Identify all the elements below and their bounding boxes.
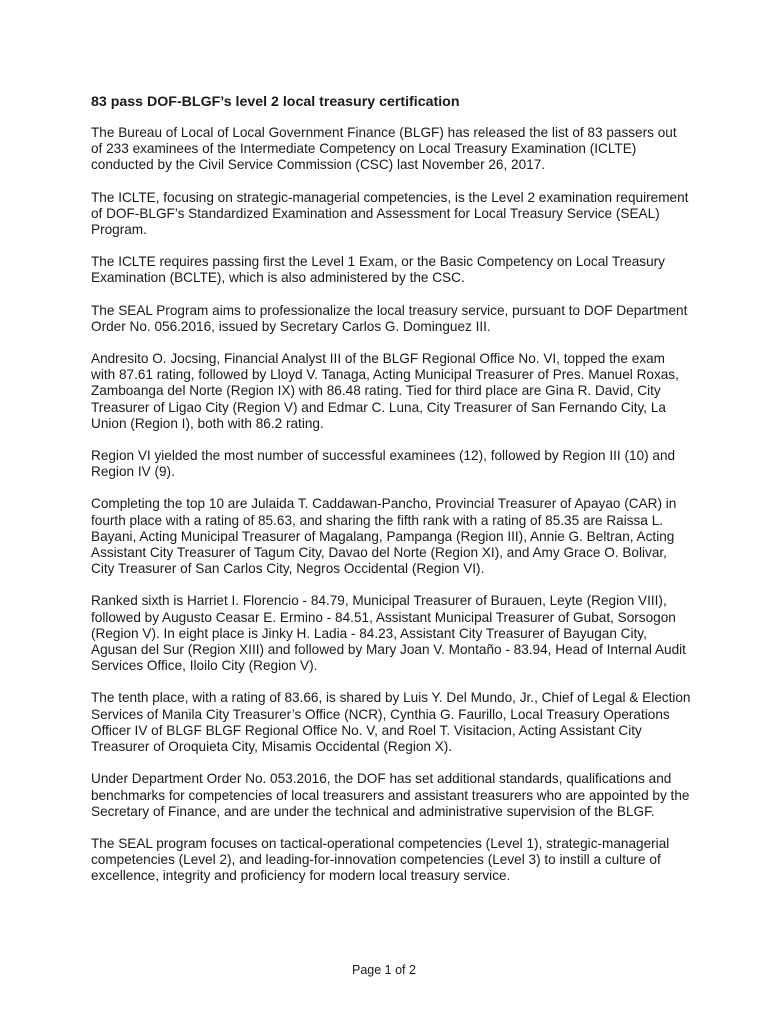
paragraph-2: The ICLTE, focusing on strategic-managerial competencies, is the Level 2 examination requirement of DOF-BLGF’s Standardized Examination and Assessment for Local Treasury Service (SEAL) Program.	[91, 189, 689, 238]
paragraph-8: Ranked sixth is Harriet I. Florencio - 84.79, Municipal Treasurer of Burauen, Leyte (Region VIII), followed by Augusto Ceasar E. Ermino - 84.51, Assistant Municipal Treasurer of Gubat, Sorsogon (Region V). In eight place is Jinky H. Ladia - 84.23, Assistant City Treasurer of Bayugan City, Agusan del Sur (Region XIII) and followed by Mary Joan V. Montaño - 83.94, Head of Internal Audit Services Office, Iloilo City (Region V).	[91, 593, 686, 674]
paragraph-11: The SEAL program focuses on tactical-operational competencies (Level 1), strategic-managerial competencies (Level 2), and leading-for-innovation competencies (Level 3) to instill a culture of excellence, integrity and proficiency for modern local treasury service.	[91, 835, 670, 884]
paragraph-6: Region VI yielded the most number of successful examinees (12), followed by Region III (10) and Region IV (9).	[91, 448, 676, 480]
paragraph-3: The ICLTE requires passing first the Level 1 Exam, or the Basic Competency on Local Treasury Examination (BCLTE), which is also administered by the CSC.	[91, 254, 665, 286]
paragraph-5: Andresito O. Jocsing, Financial Analyst III of the BLGF Regional Office No. VI, topped the exam with 87.61 rating, followed by Lloyd V. Tanaga, Acting Municipal Treasurer of Pres. Manuel Roxas, Zamboanga del Norte (Region IX) with 86.48 rating. Tied for third place are Gina R. David, City Treasurer of Ligao City (Region V) and Edmar C. Luna, City Treasurer of San Fernando City, La Union (Region I), both with 86.2 rating.	[91, 351, 679, 431]
paragraph-1: The Bureau of Local of Local Government Finance (BLGF) has released the list of 83 passers out of 233 examinees of the Intermediate Competency on Local Treasury Examination (ICLTE) conducted by the Civil Service Commission (CSC) last November 26, 2017.	[91, 125, 677, 173]
document-title: 83 pass DOF-BLGF’s level 2 local treasury certification	[91, 94, 460, 110]
paragraph-4: The SEAL Program aims to professionalize the local treasury service, pursuant to DOF Department Order No. 056.2016, issued by Secretary Carlos G. Dominguez III.	[91, 302, 688, 334]
paragraph-7: Completing the top 10 are Julaida T. Caddawan-Pancho, Provincial Treasurer of Apayao (CAR) in fourth place with a rating of 85.63, and sharing the fifth rank with a rating of 85.35 are Raissa L. Bayani, Acting Municipal Treasurer of Magalang, Pampanga (Region III), Annie G. Beltran, Acting Assistant City Treasurer of Tagum City, Davao del Norte (Region XI), and Amy Grace O. Bolivar, City Treasurer of San Carlos City, Negros Occidental (Region VI).	[91, 496, 677, 577]
document-body	[91, 94, 691, 901]
page-number: Page 1 of 2	[352, 963, 416, 977]
paragraph-9: The tenth place, with a rating of 83.66, is shared by Luis Y. Del Mundo, Jr., Chief of Legal & Election Services of Manila City Treasurer’s Office (NCR), Cynthia G. Faurillo, Local Treasury Operations Officer IV of BLGF BLGF Regional Office No. V, and Roel T. Visitacion, Acting Assistant City Treasurer of Oroquieta City, Misamis Occidental (Region X).	[91, 690, 691, 755]
paragraph-10: Under Department Order No. 053.2016, the DOF has set additional standards, qualifications and benchmarks for competencies of local treasurers and assistant treasurers who are appointed by the Secretary of Finance, and are under the technical and administrative supervision of the BLGF.	[91, 771, 690, 819]
